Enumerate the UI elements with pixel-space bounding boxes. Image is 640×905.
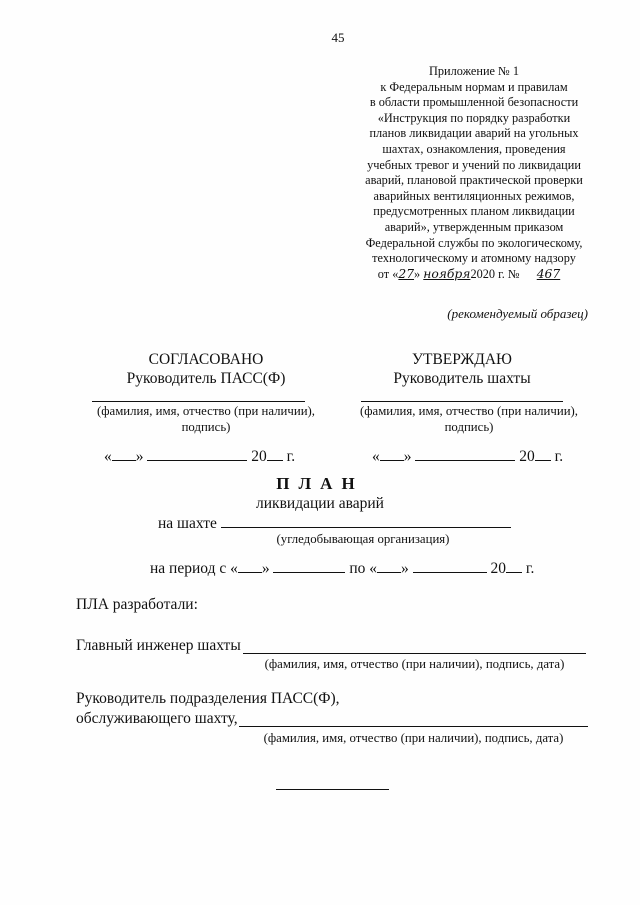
agreed-hint-line2: подпись) [181,420,231,434]
approved-signature-line [361,401,563,402]
appendix-line: технологическому и атомному надзору [372,251,576,266]
appendix-line: к Федеральным нормам и правилам [380,79,568,94]
agreed-heading: СОГЛАСОВАНО [148,351,264,368]
appendix-line: аварийных вентиляционных режимов, [373,188,575,203]
period-from-month-blank[interactable] [273,558,345,573]
developers-heading: ПЛА разработали: [76,596,198,613]
page-number: 45 [331,30,345,45]
order-date-line: от «27» ноября2020 г. № 467 [340,267,608,283]
mine-name-blank[interactable] [221,513,511,528]
appendix-line: предусмотренных планом ликвидации [373,204,575,219]
pass-head-line2: обслуживающего шахту, [76,710,238,727]
period-to-day-blank[interactable] [377,558,401,573]
appendix-line: «Инструкция по порядку разработки [377,110,571,125]
approved-hint-line1: (фамилия, имя, отчество (при наличии), [359,404,579,418]
agreed-role: Руководитель ПАСС(Ф) [126,370,286,387]
pass-head-blank[interactable] [239,726,588,727]
appendix-line: Приложение № 1 [428,64,520,78]
period-from-day-blank[interactable] [238,558,262,573]
agreed-signature-line [92,401,305,402]
order-number-handwritten: 467 [536,266,561,281]
approved-year-blank[interactable] [535,446,551,461]
appendix-line: шахтах, ознакомления, проведения [382,141,566,156]
pass-head-line1: Руководитель подразделения ПАСС(Ф), [76,690,340,707]
mine-hint: (угледобывающая организация) [276,532,450,546]
approved-hint-line2: подпись) [444,420,494,434]
agreed-day-blank[interactable] [112,446,136,461]
plan-subtitle: ликвидации аварий [256,495,384,512]
approved-month-blank[interactable] [415,446,515,461]
period-to-month-blank[interactable] [413,558,487,573]
appendix-line: Федеральной службы по экологическому, [365,235,583,250]
plan-title: ПЛАН [276,474,364,493]
agreed-year-blank[interactable] [267,446,283,461]
chief-engineer-hint: (фамилия, имя, отчество (при наличии), подпись, дата) [264,657,565,671]
chief-engineer-blank[interactable] [243,653,586,654]
footer-separator [276,789,389,790]
approved-date: « » 20 г. [372,448,564,465]
agreed-date: « » 20 г. [104,448,296,465]
appendix-header [340,64,608,282]
agreed-month-blank[interactable] [147,446,247,461]
appendix-line: учебных тревог и учений по ликвидации [367,157,581,172]
chief-engineer-line: Главный инженер шахты [76,637,241,654]
approved-heading: УТВЕРЖДАЮ [412,351,512,368]
approved-day-blank[interactable] [380,446,404,461]
approved-role: Руководитель шахты [393,370,531,387]
agreed-hint-line1: (фамилия, имя, отчество (при наличии), [96,404,316,418]
appendix-line: планов ликвидации аварий на угольных [369,126,579,141]
pass-head-hint: (фамилия, имя, отчество (при наличии), подпись, дата) [263,731,564,745]
appendix-line: аварий», утвержденным приказом [384,219,564,234]
appendix-line: аварий, плановой практической проверки [365,173,583,188]
period-year-blank[interactable] [506,558,522,573]
sample-note: (рекомендуемый образец) [447,306,588,321]
appendix-line: в области промышленной безопасности [369,95,579,110]
period-line: на период с « » по « » 20 г. [150,560,535,577]
order-day-handwritten: 27 [398,266,415,281]
order-month-handwritten: ноября [423,266,471,281]
mine-line: на шахте [158,513,511,533]
